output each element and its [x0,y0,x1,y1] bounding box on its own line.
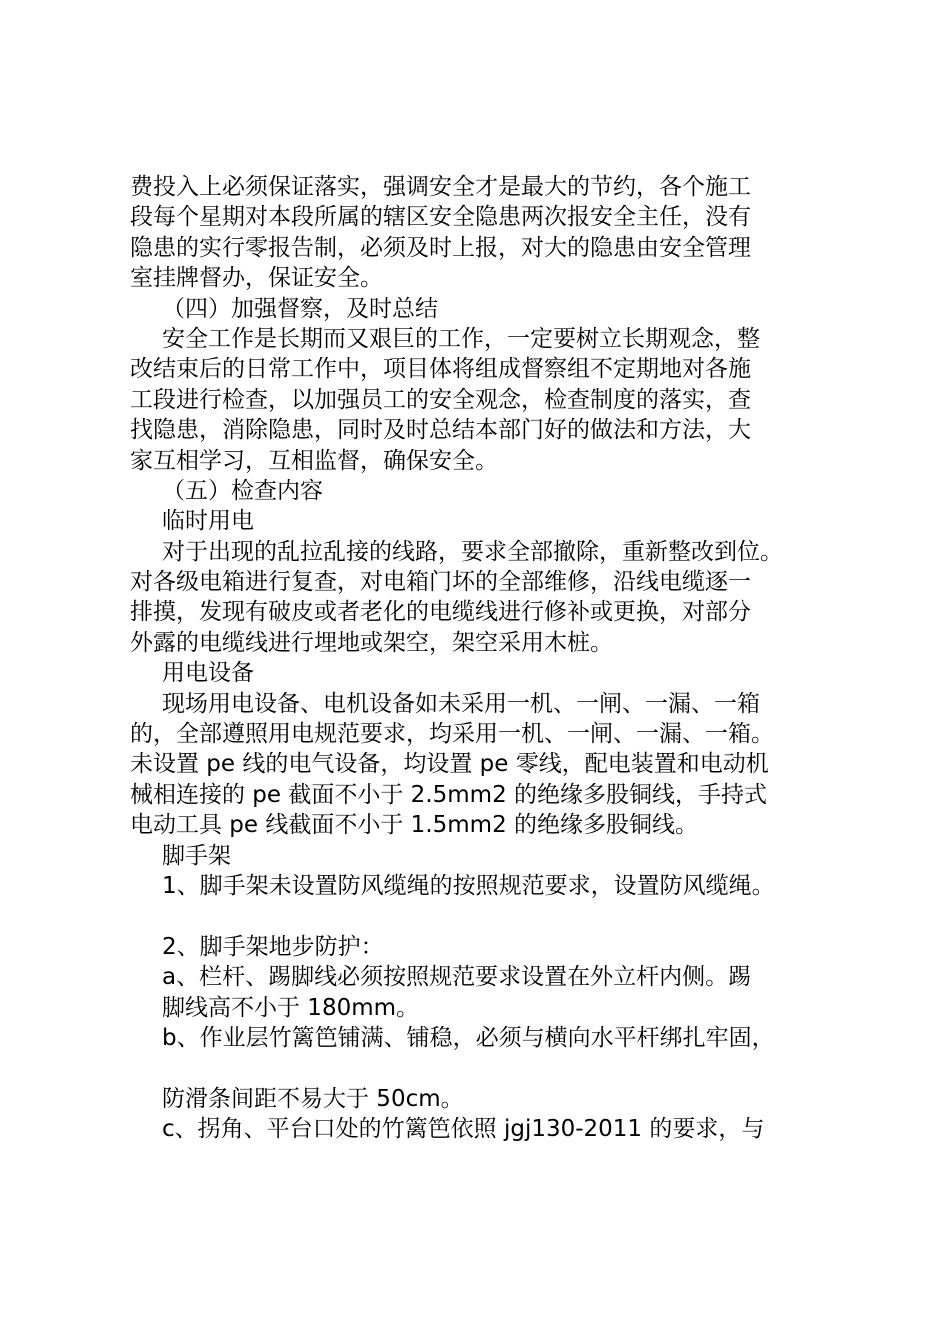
subheading: 脚手架 [162,842,231,869]
text-line: 未设置 pe 线的电气设备，均设置 pe 零线，配电装置和电动机 [130,751,769,778]
text-line: 械相连接的 pe 截面不小于 2.5mm2 的绝缘多股铜线，手持式 [130,781,768,808]
text-line: 段每个星期对本段所属的辖区安全隐患两次报安全主任，没有 [130,204,751,231]
section-heading: （五）检查内容 [162,477,323,504]
text-line: 工段进行检查，以加强员工的安全观念，检查制度的落实，查 [130,386,751,413]
text-line: 脚线高不小于 180mm。 [162,994,420,1021]
text-line: 费投入上必须保证落实，强调安全才是最大的节约，各个施工 [130,174,751,200]
text-line: 防滑条间距不易大于 50cm。 [162,1085,464,1112]
subheading: 临时用电 [162,508,254,535]
list-item: b、作业层竹篱笆铺满、铺稳，必须与横向水平杆绑扎牢固， [162,1024,775,1051]
text-line: 家互相学习，互相监督，确保安全。 [130,447,498,474]
text-line: 对于出现的乱拉乱接的线路，要求全部撤除，重新整改到位。 [162,538,783,565]
list-item: c、拐角、平台口处的竹篱笆依照 jgj130-2011 的要求，与 [162,1116,765,1143]
subheading: 用电设备 [162,660,254,687]
text-line: 排摸，发现有破皮或者老化的电缆线进行修补或更换，对部分 [130,599,751,626]
text-line: 电动工具 pe 线截面不小于 1.5mm2 的绝缘多股铜线。 [130,812,699,839]
text-line: 现场用电设备、电机设备如未采用一机、一闸、一漏、一箱 [162,690,760,717]
text-line: 改结束后的日常工作中，项目体将组成督察组不定期地对各施 [130,356,751,383]
text-line: 的，全部遵照用电规范要求，均采用一机、一闸、一漏、一箱。 [130,721,774,748]
text-line: 找隐患，消除隐患，同时及时总结本部门好的做法和方法，大 [130,417,751,444]
list-item: 2、脚手架地步防护： [162,933,384,960]
text-line: 室挂牌督办，保证安全。 [130,265,383,292]
list-item: a、栏杆、踢脚线必须按照规范要求设置在外立杆内侧。踢 [162,964,752,991]
blank-line [130,1053,830,1083]
document-body [130,172,830,1145]
list-item: 1、脚手架未设置防风缆绳的按照规范要求，设置防风缆绳。 [162,872,775,899]
text-line: 对各级电箱进行复查，对电箱门坏的全部维修，沿线电缆逐一 [130,569,751,596]
text-line: 外露的电缆线进行埋地或架空，架空采用木桩。 [130,629,613,656]
text-line: 隐患的实行零报告制，必须及时上报，对大的隐患由安全管理 [130,234,751,261]
blank-line [130,901,830,931]
text-line: 安全工作是长期而又艰巨的工作，一定要树立长期观念，整 [162,325,760,352]
section-heading: （四）加强督察，及时总结 [162,295,438,322]
